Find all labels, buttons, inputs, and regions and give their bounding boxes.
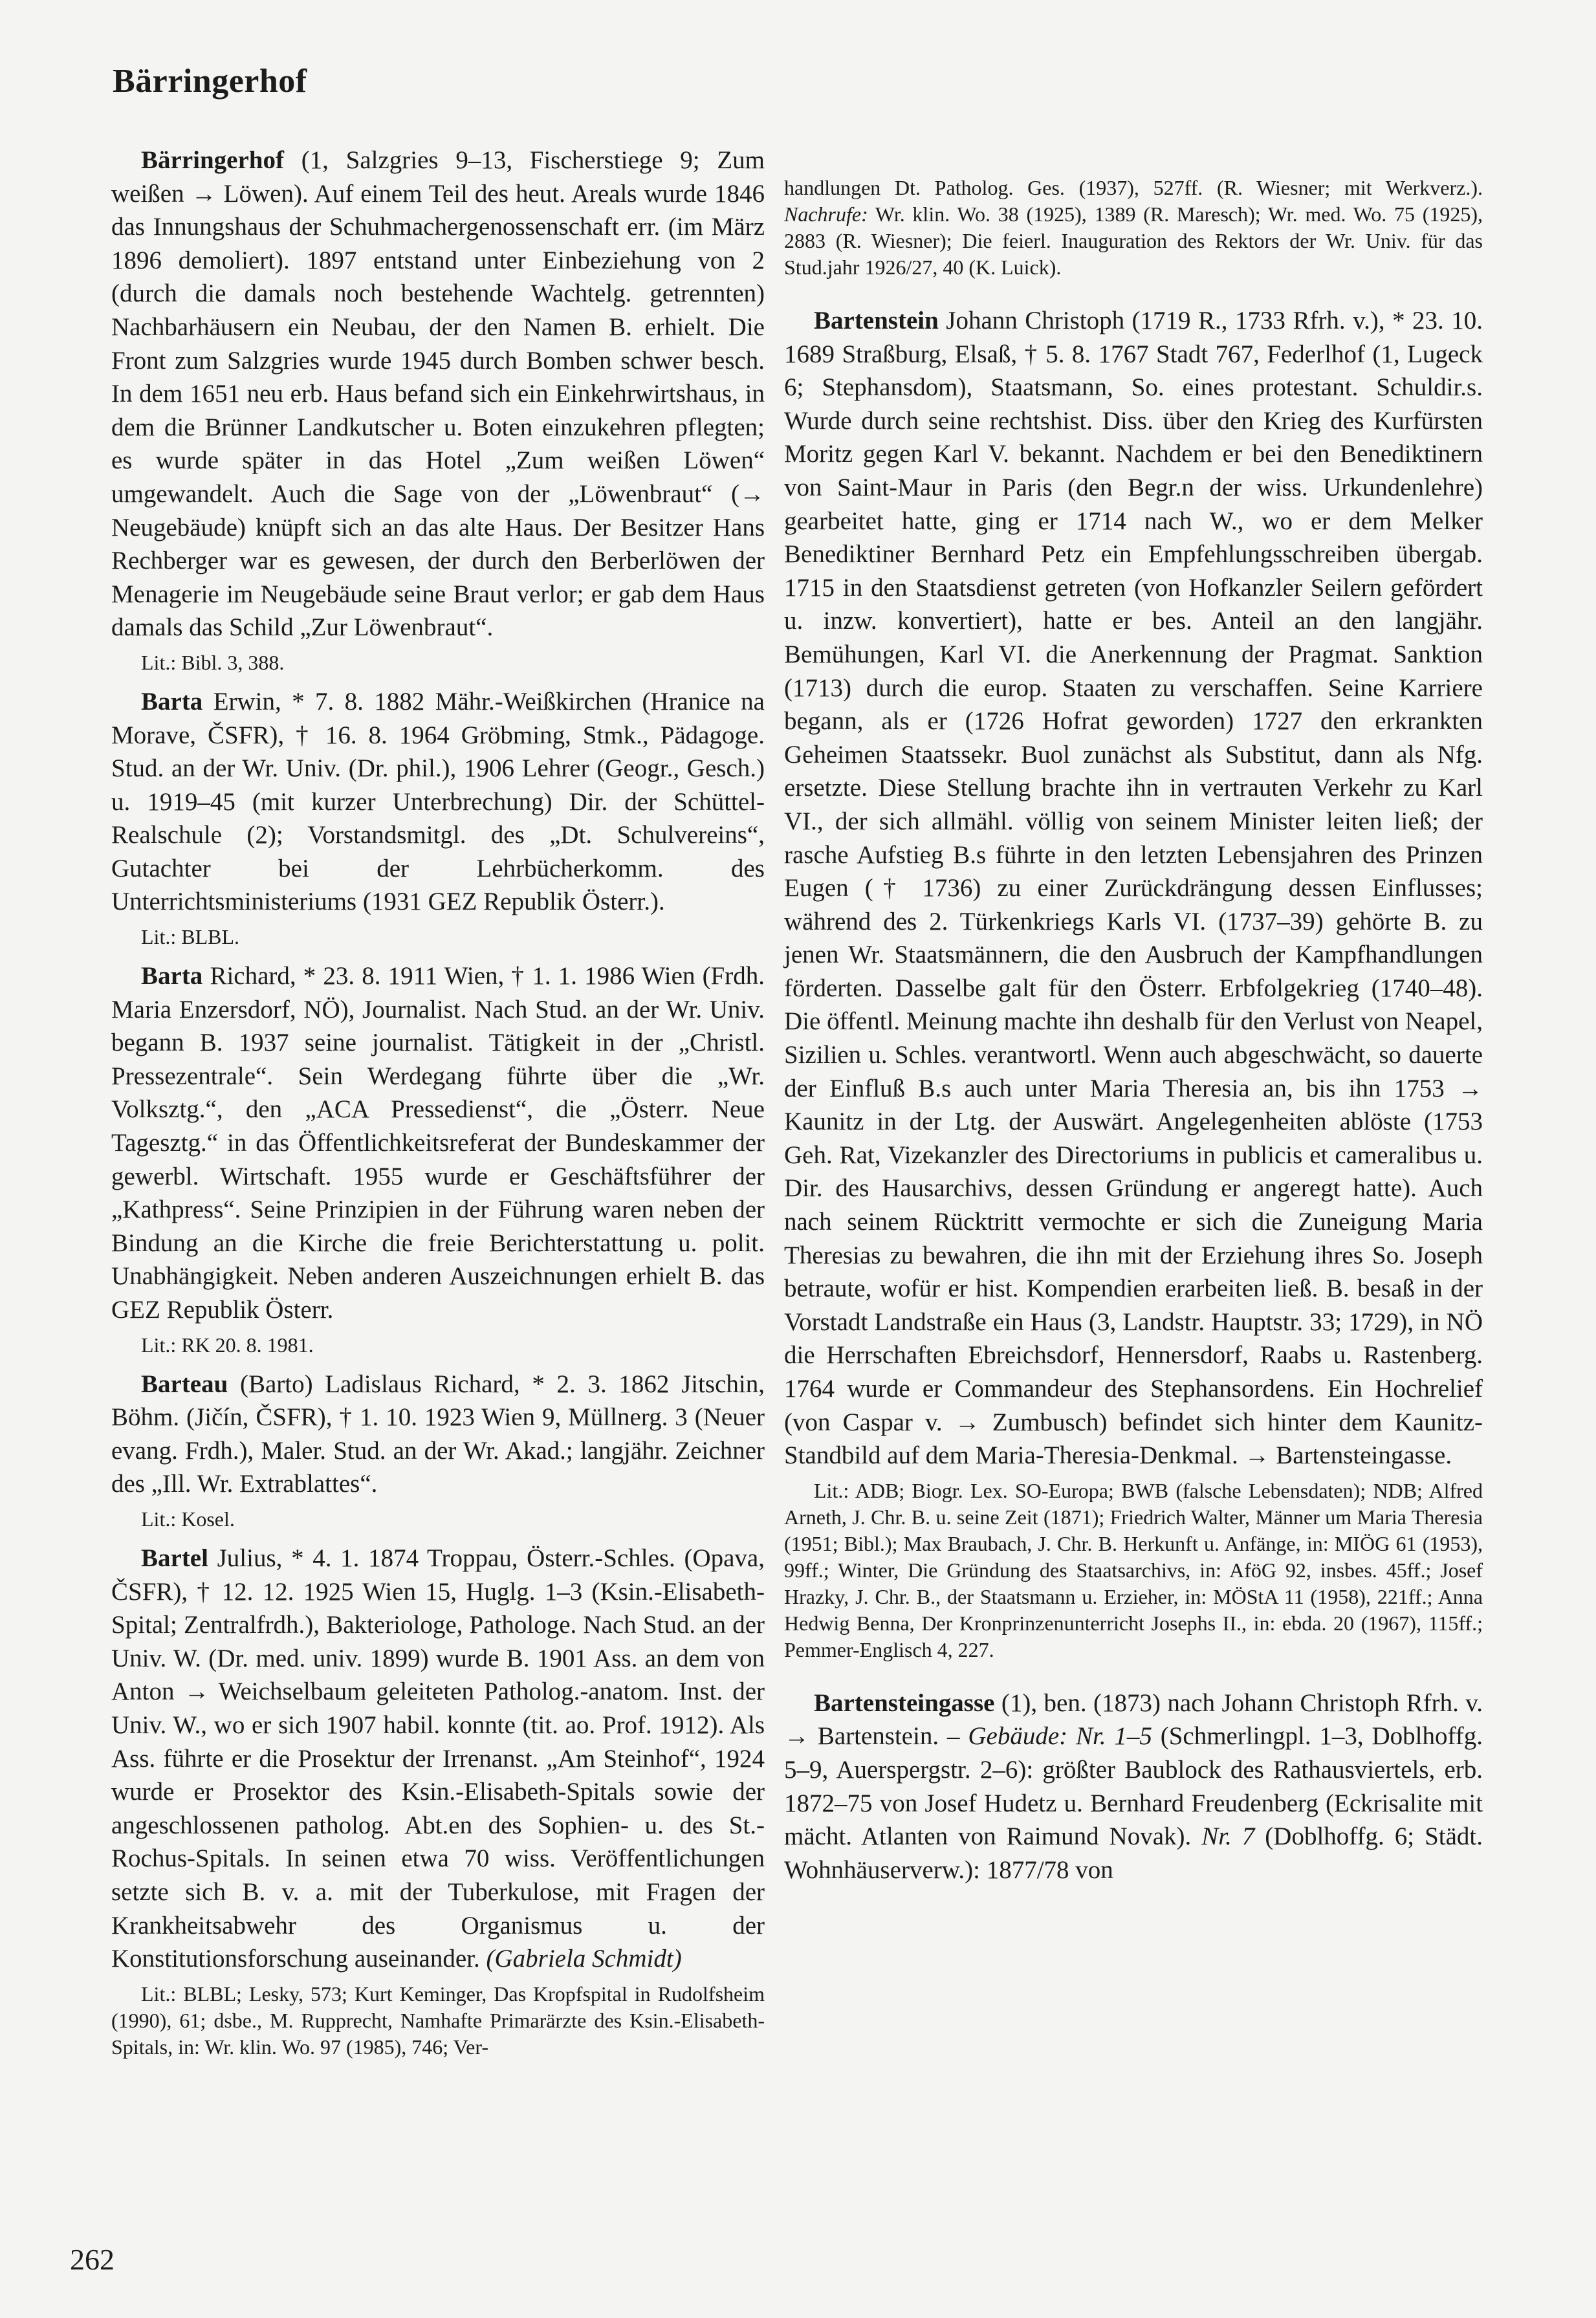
literature: Lit.: RK 20. 8. 1981. — [141, 1333, 314, 1357]
running-head: Bärringerhof — [113, 63, 307, 100]
headword: Barteau — [141, 1370, 228, 1398]
literature: Lit.: Bibl. 3, 388. — [141, 650, 285, 674]
nachrufe-label: Nachrufe: — [784, 202, 868, 226]
literature: Lit.: ADB; Biogr. Lex. SO-Europa; BWB (falsche Lebensdaten); NDB; Alfred Arneth, J. Chr. B. u. seine Zeit (1871); Friedrich Walter, Männer um Maria Theresia (1951; Bibl.); Max Braubach, J. Chr. B. Herkunft u. Anfänge, in: MIÖG 61 (1953), 99ff.; Winter, Die Gründung des Staatsarchivs, in: AföG 92, insbes. 45ff.; Josef Hrazky, J. Chr. B., der Staatsmann u. Erzieher, in: MÖStA 11 (1958), 221ff.; Anna Hedwig Benna, Der Kronprinzenunterricht Josephs II., in: ebda. 20 (1967), 115ff.; Pemmer-Englisch 4, 227. — [784, 1478, 1483, 1661]
entry-bartensteingasse — [784, 1687, 1483, 1887]
headword: Bartensteingasse — [814, 1689, 995, 1717]
entry-text: Johann Christoph (1719 R., 1733 Rfrh. v.), * 23. 10. 1689 Straßburg, Elsaß, † 5. 8. 1767 Stadt 767, Federlhof (1, Lugeck 6; Stephansdom), Staatsmann, So. eines protestant. Schuldir.s. Wurde durch seine rechtshist. Diss. über den Krieg des Kurfürsten Moritz gegen Karl V. bekannt. Nachdem er bei den Benediktinern von Saint-Maur in Paris (den Begr.n der wiss. Urkundenlehre) gearbeitet hatte, ging er 1714 nach W., wo er dem Melker Benediktiner Bernhard Petz ein Empfehlungsschreiben übergab. 1715 in den Staatsdienst getreten (von Hofkanzler Seilern gefördert u. inzw. konvertiert), hatte er bes. Anteil an den langjähr. Bemühungen, Karl VI. die Anerkennung der Pragmat. Sanktion (1713) durch die europ. Staaten zu verschaffen. Seine Karriere begann, als er (1726 Hofrat geworden) 1727 den erkrankten Geheimen Staatssekr. Buol zunächst als Substitut, dann als Nfg. ersetzte. Diese Stellung brachte ihn in vertrauten Verkehr zu Karl VI., der sich allmähl. völlig von seinem Minister leiten ließ; der rasche Aufstieg B.s führte in den letzten Lebensjahren des Prinzen Eugen († 1736) zu einer Zurückdrängung dessen Einflusses; während des 2. Türkenkriegs Karls VI. (1737–39) gehörte B. zu jenen Wr. Staatsmännern, die den Ausbruch der Kampfhandlungen förderten. Dasselbe galt für den Österr. Erbfolgekrieg (1740–48). Die öffentl. Meinung machte ihn deshalb für den Verlust von Neapel, Sizilien u. Schles. verantwortl. Wenn auch abgeschwächt, so dauerte der Einfluß B.s auch unter Maria Theresia an, bis ihn 1753 → Kaunitz in der Ltg. der Auswärt. Angelegenheiten ablöste (1753 Geh. Rat, Vizekanzler des Directoriums in publicis et cameralibus u. Dir. des Hausarchivs, dessen Gründung er angeregt hatte). Auch nach seinem Rücktritt vermochte er sich die Zuneigung Maria Theresias zu bewahren, die ihn mit der Erziehung ihres So. Joseph betraute, wofür er hist. Kompendien erarbeiten ließ. B. besaß in der Vorstadt Landstraße ein Haus (3, Landstr. Hauptstr. 33; 1729), in NÖ die Herrschaften Ebreichsdorf, Hennersdorf, Raabs u. Rastenberg. 1764 wurde er Commandeur des Stephansordens. Ein Hochrelief (von Caspar v. → Zumbusch) befindet sich hinter dem Kaunitz-Standbild auf dem Maria-Theresia-Denkmal. → Bartensteingasse. — [784, 307, 1483, 1470]
nachrufe-text: Wr. klin. Wo. 38 (1925), 1389 (R. Maresch); Wr. med. Wo. 75 (1925), 2883 (R. Wiesner); Die feierl. Inauguration des Rektors der Wr. Univ. für das Stud.jahr 1926/27, 40 (K. Luick). — [784, 202, 1483, 279]
entry-barteau — [111, 1368, 765, 1501]
entry-text: (Doblhoffg. 6; Städt. Wohnhäuserverw.): 1877/78 von — [784, 1822, 1483, 1884]
headword: Bärringerhof — [141, 146, 284, 174]
entry-bartenstein — [784, 304, 1483, 1472]
lit-cont-text: handlungen Dt. Patholog. Ges. (1937), 527ff. (R. Wiesner; mit Werkverz.). — [784, 176, 1483, 199]
left-column — [111, 144, 765, 2070]
headword: Barta — [141, 687, 203, 716]
gebaeude-label: Gebäude: Nr. 1–5 — [968, 1722, 1152, 1751]
headword: Bartenstein — [814, 307, 939, 334]
entry-barta-richard — [111, 959, 765, 1327]
page-number: 262 — [70, 2243, 115, 2276]
entry-barta-erwin — [111, 685, 765, 919]
literature-continued — [784, 175, 1483, 281]
right-column — [784, 169, 1483, 1886]
literature: Lit.: BLBL. — [141, 925, 239, 949]
entry-text: Richard, * 23. 8. 1911 Wien, † 1. 1. 1986 Wien (Frdh. Maria Enzersdorf, NÖ), Journalist. Nach Stud. an der Wr. Univ. begann B. 1937 seine journalist. Tätigkeit in der „Christl. Pressezentrale“. Sein Werdegang führte über die „Wr. Volksztg.“, den „ACA Pressedienst“, die „Österr. Neue Tagesztg.“ in das Öffentlichkeitsreferat der Bundeskammer der gewerbl. Wirtschaft. 1955 wurde er Geschäftsführer der „Kathpress“. Seine Prinzipien in der Führung waren neben der Bindung an die Kirche die freie Berichterstattung u. polit. Unabhängigkeit. Neben anderen Auszeichnungen erhielt B. das GEZ Republik Österr. — [111, 962, 765, 1324]
headword: Barta — [141, 962, 203, 990]
entry-text: Julius, * 4. 1. 1874 Troppau, Österr.-Schles. (Opava, ČSFR), † 12. 12. 1925 Wien 15, Huglg. 1–3 (Ksin.-Elisabeth-Spital; Zentralfrdh.), Bakteriologe, Pathologe. Nach Stud. an der Univ. W. (Dr. med. univ. 1899) wurde B. 1901 Ass. an dem von Anton → Weichselbaum geleiteten Patholog.-anatom. Inst. der Univ. W., wo er sich 1907 habil. konnte (tit. ao. Prof. 1912). Als Ass. führte er die Prosektur der Irrenanst. „Am Steinhof“, 1924 wurde er Prosektor des Ksin.-Elisabeth-Spitals sowie der angeschlossenen patholog. Abt.en des Sophien- u. des St.-Rochus-Spitals. In seinen etwa 70 wiss. Veröffentlichungen setzte sich B. v. a. mit der Tuberkulose, mit Fragen der Krankheitsabwehr des Organismus u. der Konstitutionsforschung auseinander. — [111, 1544, 765, 1973]
entry-baerringerhof — [111, 144, 765, 644]
entry-text: Erwin, * 7. 8. 1882 Mähr.-Weißkirchen (Hranice na Morave, ČSFR), † 16. 8. 1964 Gröbming, Stmk., Pädagoge. Stud. an der Wr. Univ. (Dr. phil.), 1906 Lehrer (Geogr., Gesch.) u. 1919–45 (mit kurzer Unterbrechung) Dir. der Schüttel-Realschule (2); Vorstandsmitgl. des „Dt. Schulvereins“, Gutachter bei der Lehrbücherkomm. des Unterrichtsministeriums (1931 GEZ Republik Österr.). — [111, 687, 765, 916]
literature: Lit.: Kosel. — [141, 1507, 235, 1531]
entry-text: (Schmerlingpl. 1–3, Doblhoffg. 5–9, Auerspergstr. 2–6): größter Baublock des Rathausviertels, erb. 1872–75 von Josef Hudetz u. Bernhard Freudenberg (Eckrisalite mit mächt. Atlanten von Raimund Novak). — [784, 1722, 1483, 1851]
entry-text: (Barto) Ladislaus Richard, * 2. 3. 1862 Jitschin, Böhm. (Jičín, ČSFR), † 1. 10. 1923 Wien 9, Müllnerg. 3 (Neuer evang. Frdh.), Maler. Stud. an der Wr. Akad.; langjähr. Zeichner des „Ill. Wr. Extrablattes“. — [111, 1370, 765, 1498]
author-signature: (Gabriela Schmidt) — [486, 1945, 682, 1973]
headword: Bartel — [141, 1544, 208, 1572]
entry-text: (1), ben. (1873) nach Johann Christoph Rfrh. v. → Bartenstein. – — [784, 1689, 1483, 1751]
literature: Lit.: BLBL; Lesky, 573; Kurt Keminger, Das Kropfspital in Rudolfsheim (1990), 61; dsbe., M. Rupprecht, Namhafte Primarärzte des Ksin.-Elisabeth-Spitals, in: Wr. klin. Wo. 97 (1985), 746; Ver- — [111, 1982, 765, 2059]
nr7-label: Nr. 7 — [1201, 1822, 1255, 1851]
entry-text: (1, Salzgries 9–13, Fischerstiege 9; Zum weißen → Löwen). Auf einem Teil des heut. Areals wurde 1846 das Innungshaus der Schuhmachergenossenschaft err. (im März 1896 demoliert). 1897 entstand unter Einbeziehung von 2 (durch die damals noch bestehende Wachtelg. getrennten) Nachbarhäusern ein Neubau, der den Namen B. erhielt. Die Front zum Salzgries wurde 1945 durch Bomben schwer besch. In dem 1651 neu erb. Haus befand sich ein Einkehrwirtshaus, in dem die Brünner Landkutscher u. Boten einzukehren pflegten; es wurde später in das Hotel „Zum weißen Löwen“ umgewandelt. Auch die Sage von der „Löwenbraut“ (→ Neugebäude) knüpft sich an das alte Haus. Der Besitzer Hans Rechberger war es gewesen, der durch den Berberlöwen der Menagerie im Neugebäude seine Braut verlor; er gab dem Haus damals das Schild „Zur Löwenbraut“. — [111, 146, 765, 642]
entry-bartel — [111, 1542, 765, 1976]
